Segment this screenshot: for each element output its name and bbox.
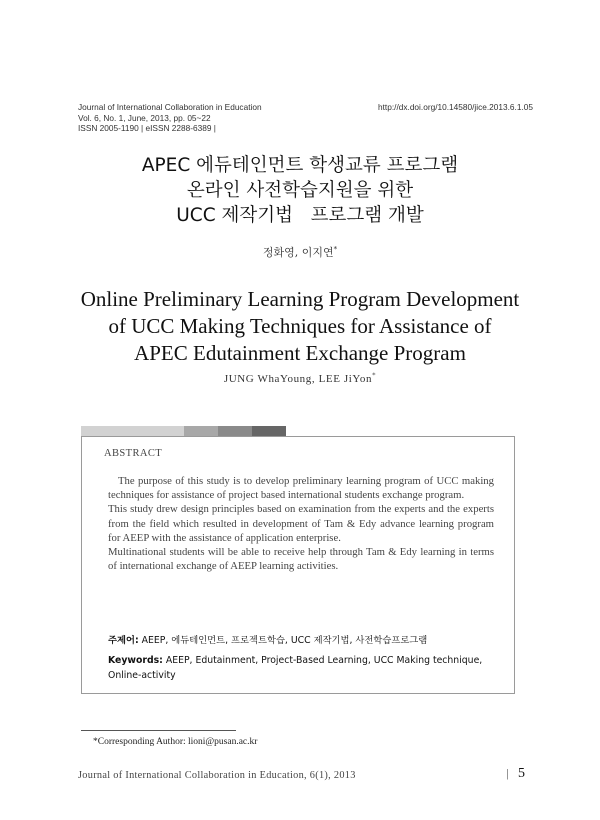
title-en-line2: of UCC Making Techniques for Assistance of: [108, 314, 492, 338]
title-ko-line2: 온라인 사전학습지원을 위한: [186, 180, 414, 201]
decor-bar-3: [218, 426, 252, 436]
title-en-line1: Online Preliminary Learning Program Development: [80, 287, 520, 311]
keywords-korean: [108, 633, 500, 648]
journal-issn: ISSN 2005-1190 | eISSN 2288-6389 |: [78, 123, 216, 133]
title-korean: [0, 153, 600, 228]
keywords-en-label: Keywords:: [108, 655, 163, 666]
title-en-line3: APEC Edutainment Exchange Program: [134, 341, 466, 365]
footer-separator: |: [506, 768, 509, 780]
keywords-ko-label: 주제어:: [108, 635, 139, 646]
keywords-ko-value: AEEP, 에듀테인먼트, 프로젝트학습, UCC 제작기법, 사전학습프로그램: [138, 635, 428, 646]
corresponding-author-footnote: *Corresponding Author: lioni@pusan.ac.kr: [93, 737, 258, 747]
doi-link[interactable]: http://dx.doi.org/10.14580/jice.2013.6.1.05: [378, 102, 533, 112]
title-ko-line1: APEC 에듀테인먼트 학생교류 프로그램: [141, 155, 459, 176]
abstract-decor-bars: [81, 426, 286, 436]
page-footer: Journal of International Collaboration in Education, 6(1), 2013: [78, 770, 356, 781]
authors-en-mark: *: [372, 371, 377, 380]
title-ko-line3: UCC 제작기법 프로그램 개발: [176, 205, 424, 226]
keywords-en-value: AEEP, Edutainment, Project-Based Learning, UCC Making technique, Online-activity: [108, 655, 483, 681]
abstract-body: [108, 474, 494, 573]
journal-volume: Vol. 6, No. 1, June, 2013, pp. 05~22: [78, 112, 211, 123]
keywords-english: [108, 653, 500, 683]
title-english: [0, 286, 600, 367]
abstract-paragraph-3: Multinational students will be able to receive help through Tam & Edy learning in terms of international exchange of AEEP learning activities.: [108, 546, 494, 573]
page-number: 5: [518, 766, 525, 781]
journal-name: Journal of International Collaboration in Education: [78, 102, 262, 112]
authors-ko-mark: *: [333, 245, 338, 254]
authors-english: [0, 373, 600, 385]
authors-korean: [0, 244, 600, 260]
footnote-divider: [81, 730, 236, 731]
decor-bar-2: [184, 426, 218, 436]
abstract-heading: ABSTRACT: [104, 448, 163, 459]
authors-en-names: JUNG WhaYoung, LEE JiYon: [223, 373, 373, 385]
abstract-paragraph-1: The purpose of this study is to develop preliminary learning program of UCC making techniques for assistance of project based international students exchange program.: [108, 475, 494, 502]
decor-bar-1: [81, 426, 184, 436]
journal-header: [78, 102, 262, 134]
decor-bar-4: [252, 426, 286, 436]
authors-ko-names: 정화영, 이지연: [262, 246, 334, 259]
abstract-paragraph-2: This study drew design principles based on examination from the experts and the experts from the field which resulted in development of Tam & Edy advance learning program for AEEP with the assistance of application enterprise.: [108, 503, 494, 544]
